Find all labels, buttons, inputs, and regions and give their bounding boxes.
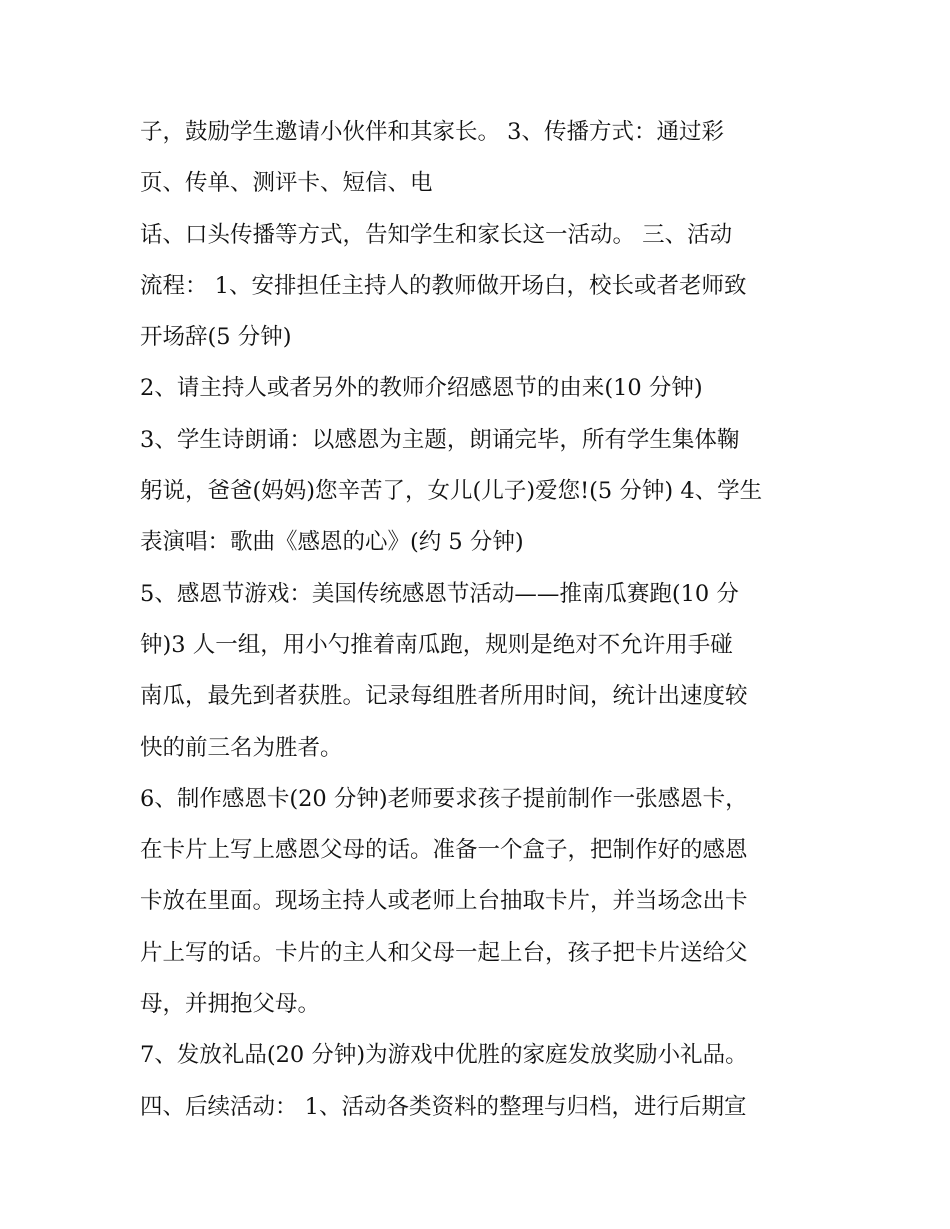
text-line: 卡放在里面。现场主持人或老师上台抽取卡片，并当场念出卡	[140, 888, 748, 915]
text-line: 四、后续活动： 1、活动各类资料的整理与归档，进行后期宣	[140, 1093, 747, 1120]
text-line: 南瓜，最先到者获胜。记录每组胜者所用时间，统计出速度较	[140, 683, 748, 710]
text-line: 话、口头传播等方式，告知学生和家长这一活动。 三、活动	[140, 221, 733, 248]
text-line: 片上写的话。卡片的主人和父母一起上台，孩子把卡片送给父	[140, 939, 748, 966]
text-line: 表演唱：歌曲《感恩的心》(约 5 分钟)	[140, 529, 524, 556]
text-line: 钟)3 人一组，用小勺推着南瓜跑，规则是绝对不允许用手碰	[140, 631, 733, 658]
text-line: 躬说，爸爸(妈妈)您辛苦了，女儿(儿子)爱您!(5 分钟) 4、学生	[140, 478, 763, 505]
text-line: 子，鼓励学生邀请小伙伴和其家长。 3、传播方式：通过彩	[140, 119, 724, 145]
text-line: 在卡片上写上感恩父母的话。准备一个盒子，把制作好的感恩	[140, 837, 748, 864]
text-line: 2、请主持人或者另外的教师介绍感恩节的由来(10 分钟)	[140, 375, 703, 402]
text-line: 6、制作感恩卡(20 分钟)老师要求孩子提前制作一张感恩卡，	[140, 785, 748, 812]
document-body	[140, 107, 830, 1133]
text-line: 页、传单、测评卡、短信、电	[140, 170, 433, 197]
text-line: 流程： 1、安排担任主持人的教师做开场白，校长或者老师致	[140, 272, 747, 299]
text-line: 5、感恩节游戏：美国传统感恩节活动——推南瓜赛跑(10 分	[140, 580, 739, 607]
text-line: 7、发放礼品(20 分钟)为游戏中优胜的家庭发放奖励小礼品。	[140, 1042, 748, 1069]
text-line: 开场辞(5 分钟)	[140, 324, 292, 351]
text-line: 母，并拥抱父母。	[140, 991, 321, 1018]
text-line: 3、学生诗朗诵：以感恩为主题，朗诵完毕，所有学生集体鞠	[140, 426, 740, 453]
text-line: 快的前三名为胜者。	[140, 734, 343, 761]
